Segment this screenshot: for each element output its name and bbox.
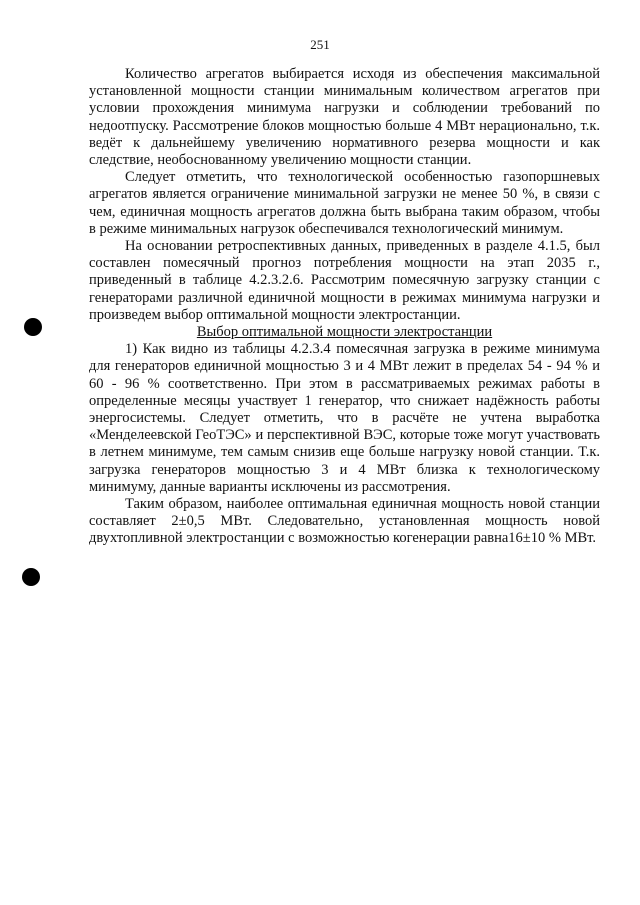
paragraph-retrospective-data: На основании ретроспективных данных, приведенных в разделе 4.1.5, был составлен помесячный прогноз потребления мощности на этап 2035 г., приведенный в таблице 4.2.3.2.6. Рассмотрим помесячную загрузку станции с генераторами различной единичной мощности в режимах минимума нагрузки и произведем выбор оптимальной мощности электростанции. (89, 238, 600, 323)
section-heading: Выбор оптимальной мощности электростанции (196, 324, 493, 341)
paragraph-load-analysis: 1) Как видно из таблицы 4.2.3.4 помесячная загрузка в режиме минимума для генераторов единичной мощностью 3 и 4 МВт лежит в пределах 54 - 94 % и 60 - 96 % соответственно. При этом в рассматриваемых режимах работы в определенные месяцы участвует 1 генератор, что снижает надёжность работы энергосистемы. Следует отметить, что в расчёте не учтена выработка «Менделеевской ГеоТЭС» и перспективной ВЭС, которые тоже могут участвовать в летнем минимуме, тем самым снизив еще больше нагрузку новой станции. Т.к. загрузка генераторов мощностью 3 и 4 МВт близка к технологическому минимуму, данные варианты исключены из рассмотрения. (89, 341, 600, 495)
page-number: 251 (310, 37, 330, 52)
paragraph-technological-minimum: Следует отметить, что технологической особенностью газопоршневых агрегатов является ограничение минимальной загрузки не менее 50 %, в связи с чем, единичная мощность агрегатов должна быть выбрана таким образом, чтобы в режиме минимальных нагрузок обеспечивался технологический минимум. (89, 169, 600, 237)
punch-hole-mark (24, 318, 42, 336)
punch-hole-mark (22, 568, 40, 586)
document-body (89, 66, 600, 548)
paragraph-unit-count: Количество агрегатов выбирается исходя из обеспечения максимальной установленной мощности станции минимальным количеством агрегатов при условии прохождения минимума нагрузки и соблюдении требований по недоотпуску. Рассмотрение блоков мощностью больше 4 МВт нерационально, т.к. ведёт к дальнейшему увеличению нормативного резерва мощности и как следствие, необоснованному увеличению мощности станции. (89, 66, 600, 169)
paragraph-conclusion: Таким образом, наиболее оптимальная единичная мощность новой станции составляет 2±0,5 МВт. Следовательно, установленная мощность новой двухтопливной электростанции с возможностью когенерации равна16±10 % МВт. (89, 496, 600, 547)
